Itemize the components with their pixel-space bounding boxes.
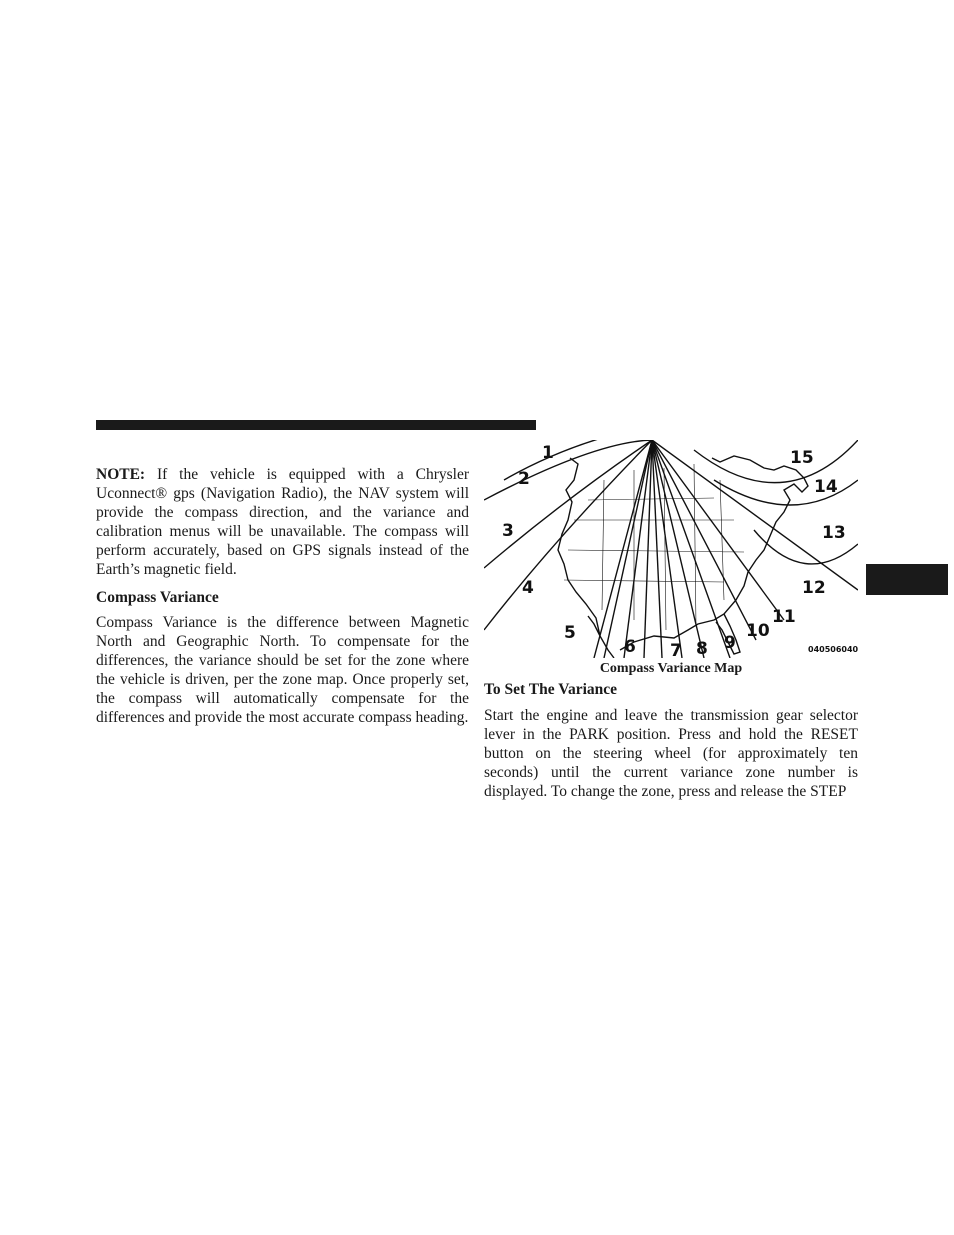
zone-label-4: 4 — [522, 578, 534, 598]
zone-label-12: 12 — [802, 578, 826, 598]
note-text: If the vehicle is equipped with a Chrysler Uconnect® gps (Navigation Radio), the NAV system will provide the compass direction, and the variance and calibration menus will be unavailable. The compass will perform accurately, based on GPS signals instead of the Earth’s magnetic field. — [96, 466, 469, 578]
section-rule — [96, 420, 536, 430]
zone-label-2: 2 — [518, 469, 530, 489]
zone-label-7: 7 — [670, 641, 682, 658]
zone-arc-3 — [484, 440, 652, 568]
note-paragraph — [96, 466, 469, 579]
set-variance-heading: To Set The Variance — [484, 681, 618, 698]
zone-label-9: 9 — [724, 633, 736, 653]
compass-variance-map — [484, 440, 858, 658]
zone-label-3: 3 — [502, 521, 514, 541]
zone-label-10: 10 — [746, 621, 770, 641]
right-column — [484, 681, 858, 801]
zone-label-14: 14 — [814, 477, 838, 497]
compass-variance-heading: Compass Variance — [96, 589, 219, 607]
left-column — [96, 466, 469, 728]
map-caption: Compass Variance Map — [599, 661, 743, 676]
note-label: NOTE: — [96, 466, 146, 483]
zone-label-5: 5 — [564, 623, 576, 643]
image-code: 040506040 — [808, 645, 858, 654]
zone-label-6: 6 — [624, 637, 636, 657]
compass-variance-body: Compass Variance is the difference between Magnetic North and Geographic North. To compensate for the differences, the variance should be set for the zone where the vehicle is driven, per the zone map. Once properly set, the compass will automatically compensate for the differences and provide the most accurate compass heading. — [96, 614, 469, 726]
set-variance-body: Start the engine and leave the transmission gear selector lever in the PARK position. Press and hold the RESET button on the steering wheel (for approximately ten seconds) until the current variance zone number is displayed. To change the zone, press and release the STEP — [484, 706, 858, 800]
continent-outline — [558, 456, 808, 658]
zone-label-11: 11 — [772, 607, 796, 627]
zone-label-1: 1 — [542, 443, 554, 463]
zone-label-8: 8 — [696, 639, 708, 658]
chapter-tab — [866, 564, 948, 595]
zone-label-13: 13 — [822, 523, 846, 543]
zone-label-15: 15 — [790, 448, 814, 468]
